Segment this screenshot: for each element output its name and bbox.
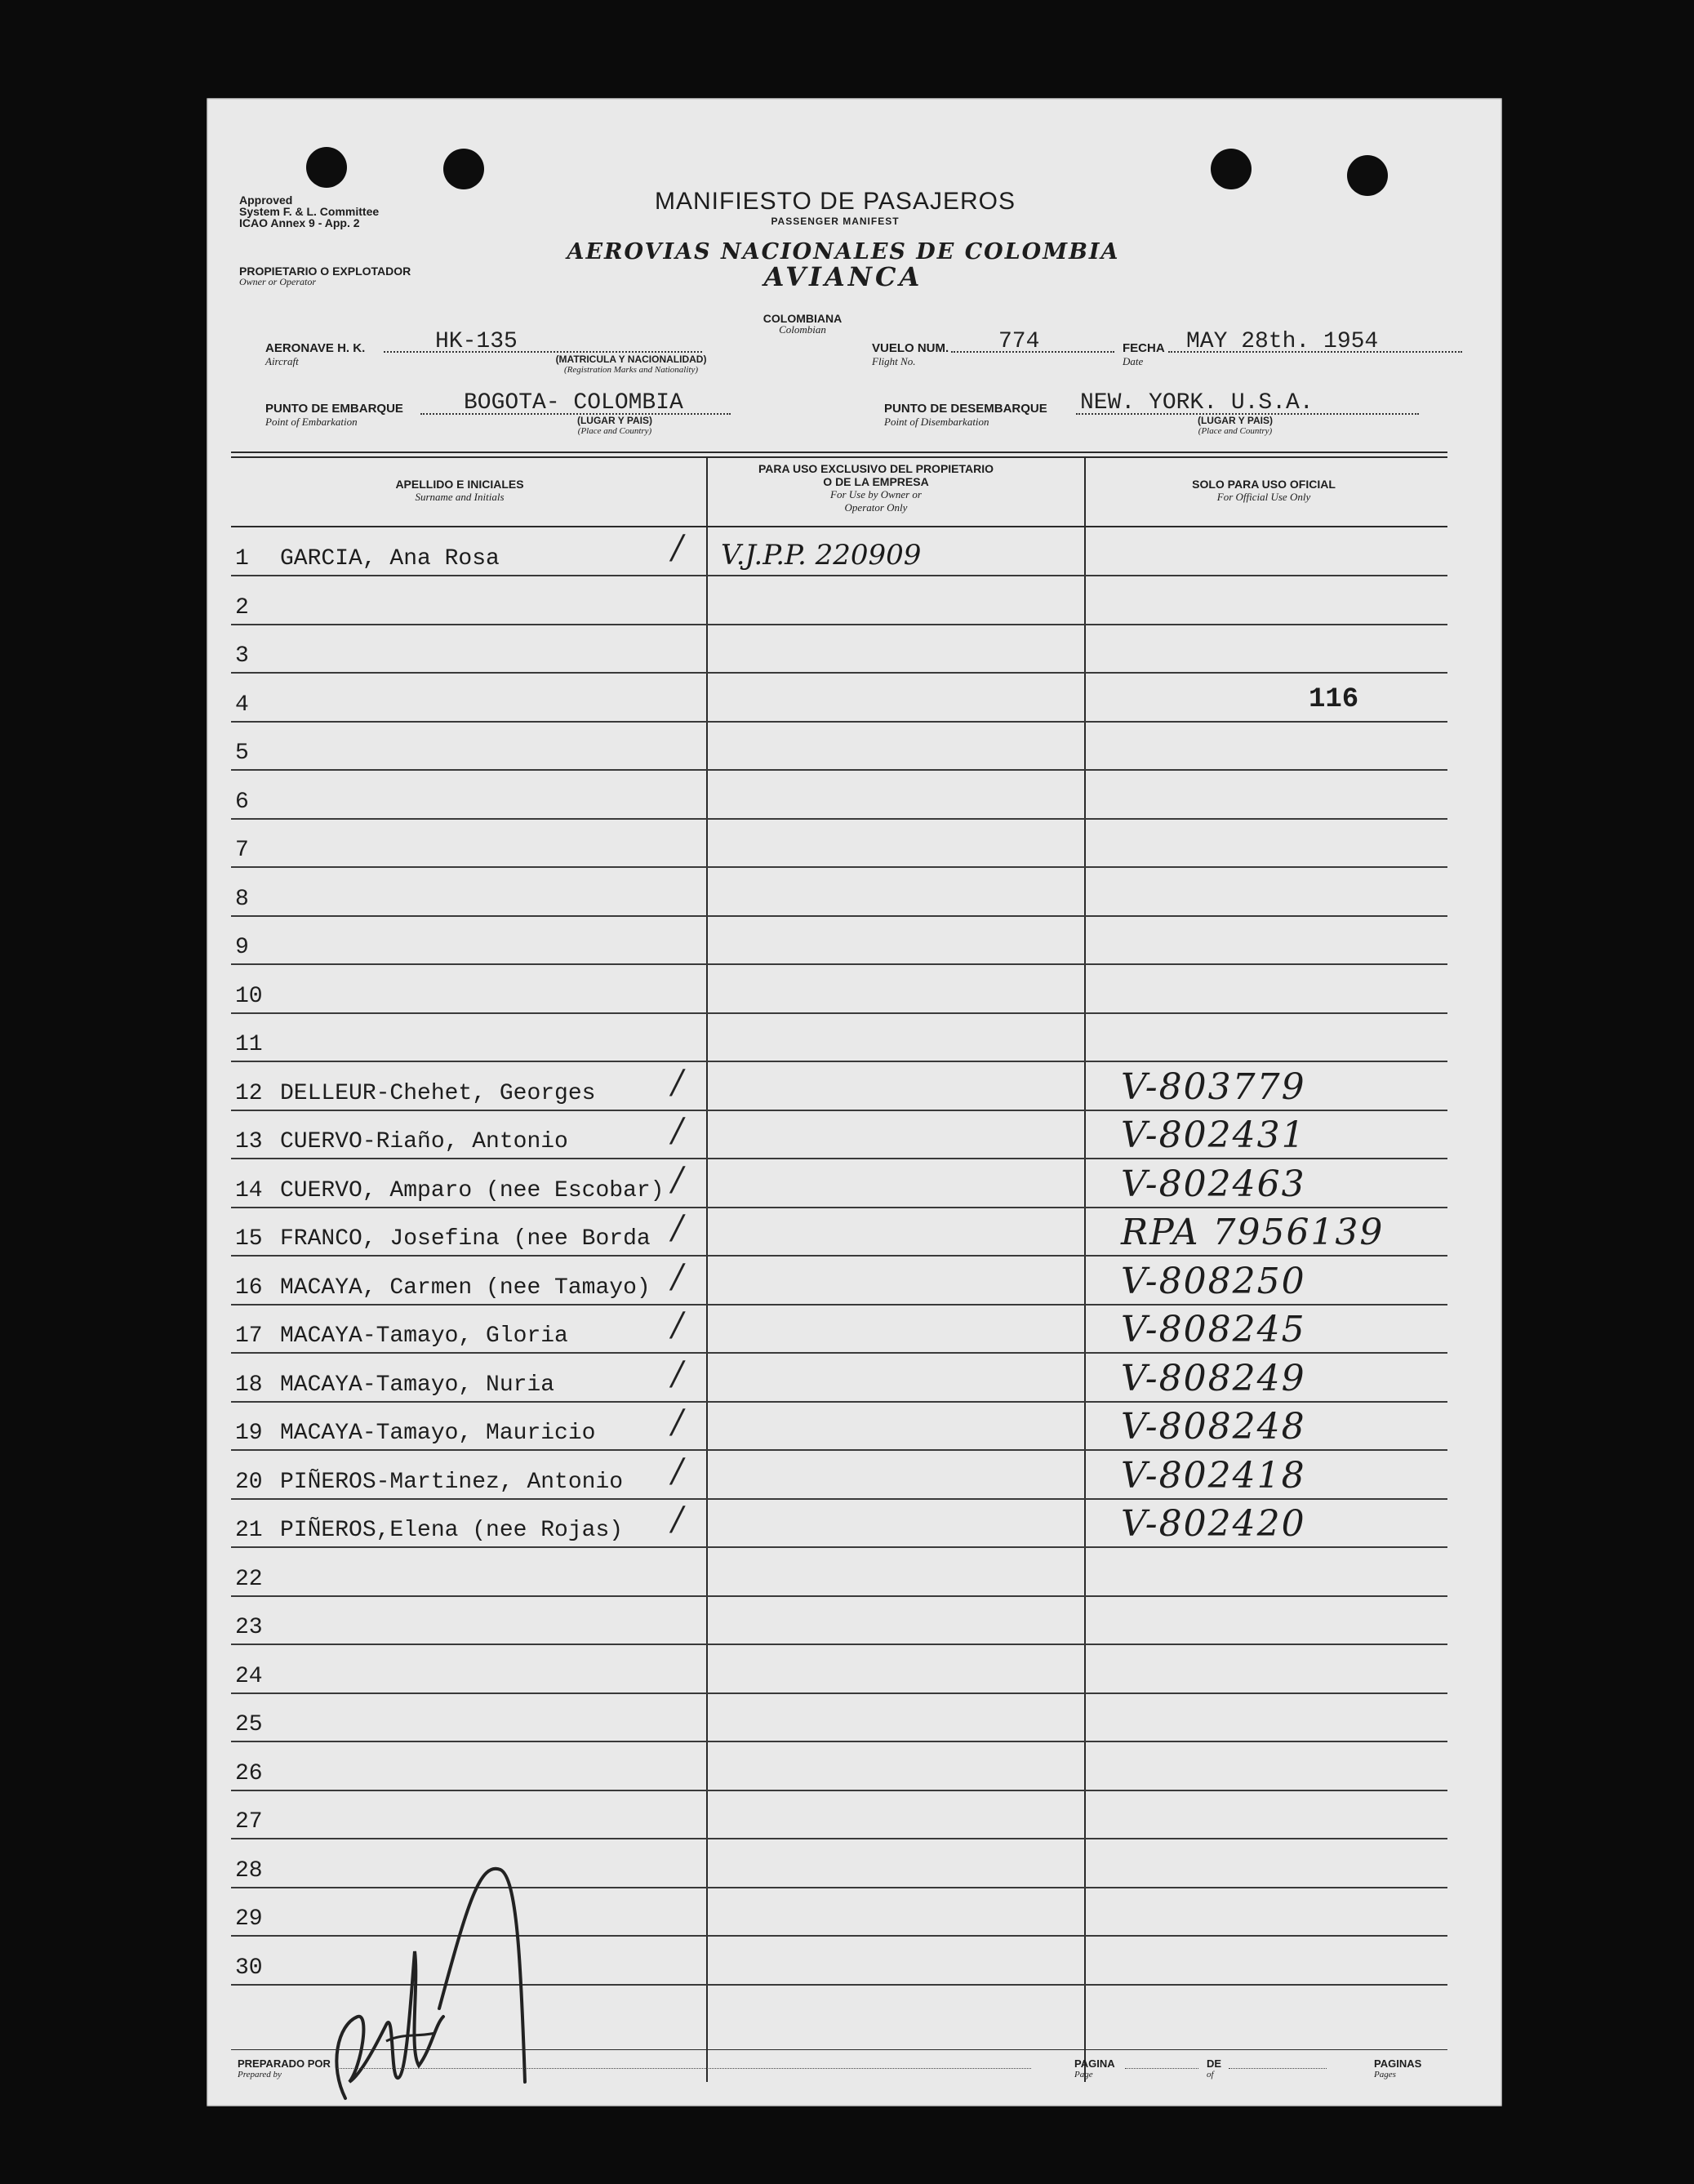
aircraft-sub — [517, 354, 745, 375]
column-header-owner-en: Operator Only — [844, 501, 908, 514]
approval-block — [239, 194, 379, 229]
table-row — [231, 576, 1447, 625]
date-label-es: FECHA — [1123, 341, 1165, 355]
table-row — [231, 673, 1447, 723]
disembarkation-sub — [1162, 415, 1309, 436]
owner-label — [239, 265, 411, 287]
table-row — [231, 1547, 1447, 1597]
airline-name: AVIANCA — [763, 261, 923, 292]
check-mark-icon: / — [672, 1501, 683, 1538]
row-number: 15 — [235, 1226, 263, 1252]
table-row — [231, 1159, 1447, 1208]
flight-label-es: VUELO NUM. — [872, 341, 949, 355]
row-number: 8 — [235, 886, 249, 912]
column-header-official-es: SOLO PARA USO OFICIAL — [1192, 478, 1336, 491]
visa-number: V-803779 — [1121, 1065, 1306, 1108]
owner-note: V.J.P.P. 220909 — [721, 539, 922, 572]
passenger-name: GARCIA, Ana Rosa — [280, 546, 500, 572]
table-row — [231, 721, 1447, 771]
table-row — [231, 818, 1447, 868]
prepared-by-es: PREPARADO POR — [238, 2057, 331, 2070]
nationality-es: COLOMBIANA — [763, 312, 843, 325]
row-number: 3 — [235, 643, 249, 669]
aircraft-label-es: AERONAVE H. K. — [265, 341, 366, 355]
flight-value: 774 — [998, 329, 1040, 354]
embarkation-sub-en: (Place and Country) — [577, 426, 652, 436]
table-row — [231, 1595, 1447, 1645]
header-rule — [231, 451, 1447, 453]
flight-label — [872, 341, 949, 368]
table-row — [231, 770, 1447, 820]
passenger-name: CUERVO-Riaño, Antonio — [280, 1129, 568, 1154]
punch-hole — [1347, 155, 1388, 196]
document-title: MANIFIESTO DE PASAJEROS — [655, 188, 1016, 215]
table-row — [231, 1256, 1447, 1306]
column-header-owner-es: O DE LA EMPRESA — [823, 475, 929, 488]
aircraft-label — [265, 341, 365, 368]
row-number: 19 — [235, 1421, 263, 1446]
title-block — [590, 188, 1080, 227]
signature-scribble — [313, 1755, 558, 2139]
of-line — [1229, 2068, 1327, 2069]
aircraft-value: HK-135 — [435, 329, 518, 354]
passenger-name: MACAYA-Tamayo, Gloria — [280, 1323, 568, 1349]
punch-hole — [443, 149, 484, 189]
visa-number: V-802418 — [1121, 1454, 1306, 1497]
table-row — [231, 1012, 1447, 1062]
flight-label-en: Flight No. — [872, 355, 916, 367]
disembarkation-sub-es: (LUGAR Y PAIS) — [1197, 415, 1273, 426]
punch-hole — [306, 147, 347, 188]
approval-line: System F. & L. Committee — [239, 205, 380, 218]
stamp-number: 116 — [1309, 684, 1359, 715]
visa-number: V-808245 — [1121, 1309, 1306, 1350]
airline-block — [500, 239, 1186, 292]
disembarkation-sub-en: (Place and Country) — [1198, 426, 1273, 436]
row-number: 17 — [235, 1323, 263, 1349]
passenger-name: FRANCO, Josefina (nee Borda — [280, 1226, 651, 1252]
row-number: 13 — [235, 1129, 263, 1154]
table-row — [231, 915, 1447, 965]
table-row — [231, 1498, 1447, 1548]
airline-line: AEROVIAS NACIONALES DE COLOMBIA — [567, 239, 1120, 265]
row-number: 22 — [235, 1566, 263, 1592]
visa-number: RPA 7956139 — [1121, 1212, 1385, 1253]
aircraft-label-en: Aircraft — [265, 355, 299, 367]
aircraft-underline — [384, 351, 702, 353]
disembarkation-label-en: Point of Disembarkation — [884, 416, 989, 428]
row-number: 26 — [235, 1760, 263, 1786]
visa-number: V-802463 — [1121, 1163, 1306, 1205]
table-row — [231, 1061, 1447, 1111]
passenger-name: MACAYA, Carmen (nee Tamayo) — [280, 1274, 651, 1301]
footer-rule — [231, 2049, 1447, 2050]
prepared-by-en: Prepared by — [238, 2070, 282, 2079]
table-row — [231, 1644, 1447, 1694]
row-number: 20 — [235, 1469, 263, 1495]
date-label — [1123, 341, 1165, 368]
passenger-name: PIÑEROS-Martinez, Antonio — [280, 1469, 624, 1495]
nationality-en: Colombian — [779, 323, 826, 336]
row-number: 4 — [235, 692, 249, 718]
owner-label-es: PROPIETARIO O EXPLOTADOR — [239, 265, 411, 278]
visa-number: V-808250 — [1121, 1260, 1306, 1302]
row-number: 21 — [235, 1518, 263, 1543]
prepared-by-line — [337, 2068, 1031, 2069]
column-header-owner-en: For Use by Owner or — [830, 488, 922, 500]
check-mark-icon: / — [672, 529, 683, 567]
column-header-name — [231, 478, 688, 504]
pages-label-es: PAGINAS — [1374, 2057, 1422, 2070]
date-value: MAY 28th. 1954 — [1186, 329, 1379, 354]
table-row — [231, 867, 1447, 917]
punch-hole — [1211, 149, 1252, 189]
row-number: 14 — [235, 1177, 263, 1203]
row-number: 9 — [235, 935, 249, 960]
column-header-name-es: APELLIDO E INICIALES — [395, 478, 524, 491]
approval-line: Approved — [239, 193, 293, 207]
aircraft-sub-en: (Registration Marks and Nationality) — [563, 365, 699, 375]
column-header-owner — [688, 462, 1064, 514]
table-row — [231, 1450, 1447, 1500]
table-row — [231, 1401, 1447, 1451]
table-row — [231, 1207, 1447, 1257]
passenger-name: DELLEUR-Chehet, Georges — [280, 1080, 596, 1106]
row-number: 25 — [235, 1712, 263, 1737]
row-number: 5 — [235, 741, 249, 766]
approval-line: ICAO Annex 9 - App. 2 — [239, 216, 360, 229]
pages-label — [1374, 2057, 1421, 2079]
row-number: 30 — [235, 1955, 263, 1981]
embarkation-sub-es: (LUGAR Y PAIS) — [576, 415, 652, 426]
of-label — [1207, 2057, 1221, 2079]
of-label-en: of — [1207, 2070, 1214, 2079]
passenger-name: CUERVO, Amparo (nee Escobar) — [280, 1177, 665, 1203]
row-number: 2 — [235, 594, 249, 621]
manifest-sheet — [207, 98, 1502, 2106]
table-row — [231, 1110, 1447, 1159]
row-number: 11 — [235, 1032, 263, 1057]
aircraft-sub-es: (MATRICULA Y NACIONALIDAD) — [555, 354, 707, 365]
row-number: 16 — [235, 1274, 263, 1301]
embarkation-label-es: PUNTO DE EMBARQUE — [265, 402, 403, 416]
check-mark-icon: / — [672, 1063, 683, 1101]
page-label-en: Page — [1074, 2070, 1093, 2079]
check-mark-icon: / — [672, 1306, 683, 1344]
column-header-official-en: For Official Use Only — [1216, 491, 1311, 503]
page-label — [1074, 2057, 1115, 2079]
row-number: 7 — [235, 838, 249, 863]
table-row — [231, 1692, 1447, 1742]
date-label-en: Date — [1123, 355, 1144, 367]
embarkation-sub — [541, 415, 688, 436]
check-mark-icon: / — [672, 1452, 683, 1490]
table-row — [231, 527, 1447, 576]
disembarkation-label — [884, 402, 1047, 429]
table-row — [231, 624, 1447, 674]
header-rule — [231, 456, 1447, 458]
table-row — [231, 964, 1447, 1014]
embarkation-label-en: Point of Embarkation — [265, 416, 358, 428]
disembarkation-value: NEW. YORK. U.S.A. — [1080, 390, 1314, 416]
disembarkation-label-es: PUNTO DE DESEMBARQUE — [884, 402, 1047, 416]
row-number: 29 — [235, 1906, 263, 1932]
row-number: 6 — [235, 789, 249, 815]
pages-label-en: Pages — [1374, 2070, 1396, 2079]
row-number: 24 — [235, 1663, 263, 1689]
visa-number: V-802420 — [1121, 1503, 1306, 1545]
visa-number: V-808248 — [1121, 1406, 1306, 1448]
row-number: 12 — [235, 1080, 263, 1106]
owner-label-en: Owner or Operator — [239, 276, 317, 287]
column-header-name-en: Surname and Initials — [415, 491, 505, 503]
row-number: 27 — [235, 1809, 263, 1835]
check-mark-icon: / — [672, 1160, 683, 1199]
passenger-name: MACAYA-Tamayo, Nuria — [280, 1372, 555, 1398]
row-number: 23 — [235, 1615, 263, 1640]
prepared-by — [238, 2057, 331, 2079]
visa-number: V-808249 — [1121, 1357, 1306, 1399]
passenger-name: PIÑEROS,Elena (nee Rojas) — [280, 1518, 624, 1543]
check-mark-icon: / — [672, 1403, 683, 1441]
of-label-es: DE — [1207, 2057, 1222, 2070]
table-row — [231, 1304, 1447, 1354]
column-header-owner-es: PARA USO EXCLUSIVO DEL PROPIETARIO — [758, 462, 994, 475]
table-row — [231, 1353, 1447, 1403]
check-mark-icon: / — [672, 1209, 683, 1247]
page-label-es: PAGINA — [1074, 2057, 1115, 2070]
check-mark-icon: / — [672, 1112, 683, 1150]
column-header-official — [1084, 478, 1443, 504]
passenger-name: MACAYA-Tamayo, Mauricio — [280, 1421, 596, 1446]
row-number: 10 — [235, 983, 263, 1009]
embarkation-label — [265, 402, 403, 429]
row-number: 28 — [235, 1857, 263, 1884]
row-number: 18 — [235, 1372, 263, 1398]
embarkation-value: BOGOTA- COLOMBIA — [464, 390, 683, 416]
page-line — [1125, 2068, 1198, 2069]
check-mark-icon: / — [672, 1354, 683, 1393]
nationality — [721, 312, 884, 336]
document-subtitle: PASSENGER MANIFEST — [771, 216, 900, 227]
visa-number: V-802431 — [1121, 1114, 1306, 1156]
row-number: 1 — [235, 546, 249, 572]
check-mark-icon: / — [672, 1257, 683, 1296]
